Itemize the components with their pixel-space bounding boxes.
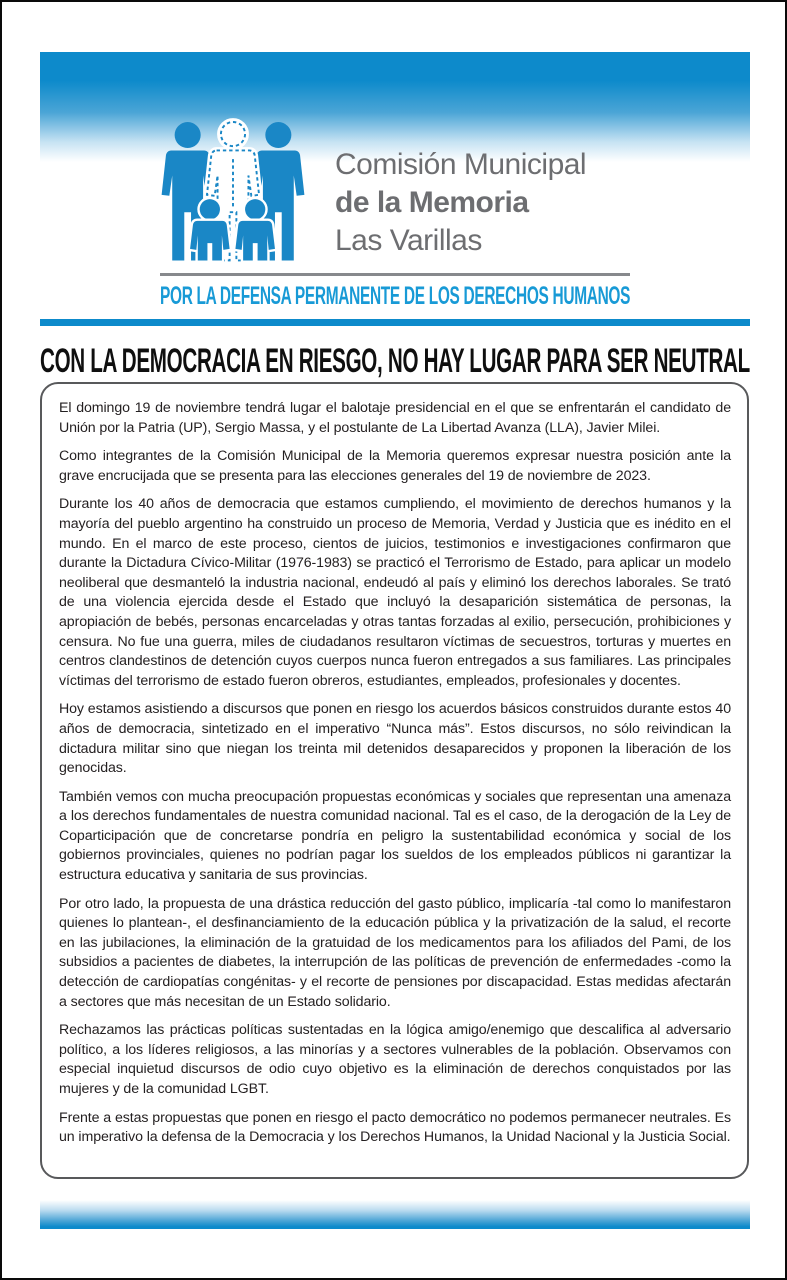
statement-paragraph: El domingo 19 de noviembre tendrá lugar el balotaje presidencial en el que se enfrentarán el candidato de Unión por la Patria (UP), Sergio Massa, y el postulante de La Libertad Avanza (LLA), Javier Milei. (59, 400, 731, 436)
statement-paragraph: Por otro lado, la propuesta de una drástica reducción del gasto público, implicaría -tal como lo manifestaron quienes lo plantean-, el desfinanciamiento de la educación pública y la privatización de la salud, el recorte en las jubilaciones, la eliminación de la gratuidad de los medicamentos para los afiliados del Pami, de los subsidios a pacientes de diabetes, la interrupción de las políticas de prevención de enfermedades -como la detección de cardiopatías congénitas- y el recorte de pensiones por discapacidad. Estas medidas afectarán a sectores que más necesitan de un Estado solidario. (59, 895, 731, 1010)
statement-paragraph: Hoy estamos asistiendo a discursos que ponen en riesgo los acuerdos básicos construidos durante estos 40 años de democracia, sintetizado en el imperativo “Nunca más”. Estos discursos, no sólo reivindican la dictadura militar sino que niegan los treinta mil detenidos desaparecidos y proponen la liberación de los genocidas. (59, 701, 731, 777)
statement-box (40, 382, 749, 1179)
header-blue-divider (40, 319, 750, 326)
footer-gradient-band (40, 1200, 750, 1229)
header-rule (160, 273, 630, 276)
statement-paragraph: Durante los 40 años de democracia que estamos cumpliendo, el movimiento de derechos humanos y la mayoría del pueblo argentino ha construido un proceso de Memoria, Verdad y Justicia que es inédito en el mundo. En el marco de este proceso, cientos de juicios, testimonios e investigaciones confirmaron que durante la Dictadura Cívico-Militar (1976-1983) se practicó el Terrorismo de Estado, para aplicar un modelo neoliberal que desmanteló la industria nacional, endeudó al país y eliminó los derechos laborales. Se trató de una violencia ejercida desde el Estado que incluyó la desaparición sistemática de personas, la apropiación de bebés, personas encarceladas y otras tantas forzadas al exilio, persecución, prohibiciones y censura. No fue una guerra, miles de ciudadanos resultaron víctimas de secuestros, torturas y muertes en centros clandestinos de detención cuyos cuerpos nunca fueron entregados a sus familiares. Las principales víctimas del terrorismo de estado fueron obreros, estudiantes, empleados, profesionales y docentes. (59, 496, 731, 689)
org-name-line2: de la Memoria (335, 186, 529, 219)
people-group-icon (151, 114, 315, 267)
statement-paragraph: Frente a estas propuestas que ponen en riesgo el pacto democrático no podemos permanecer neutrales. Es un imperativo la defensa de la Democracia y los Derechos Humanos, la Unidad Nacional y la Justicia Social. (59, 1109, 731, 1146)
header-tagline: POR LA DEFENSA PERMANENTE DE LOS DERECHOS HUMANOS (160, 282, 631, 310)
org-name (335, 146, 586, 260)
tagline-row (160, 282, 630, 308)
statement-paragraph: También vemos con mucha preocupación propuestas económicas y sociales que representan una amenaza a los derechos fundamentales de nuestra comunidad nacional. Tal es el caso, de la derogación de la Ley de Coparticipación que de concretarse pondría en peligro la sustentabilidad económica y social de los gobiernos provinciales, quienes no podrían pagar los sueldos de los empleados públicos ni garantizar la estructura educativa y sanitaria de sus provincias. (59, 788, 731, 884)
org-name-line1: Comisión Municipal (335, 148, 587, 181)
org-name-line3: Las Varillas (335, 224, 482, 257)
document-headline: CON LA DEMOCRACIA EN RIESGO, NO HAY LUGAR PARA SER NEUTRAL (40, 342, 750, 380)
statement-paragraph: Como integrantes de la Comisión Municipal de la Memoria queremos expresar nuestra posición ante la grave encrucijada que se presenta para las elecciones generales del 19 de noviembre de 2023. (59, 448, 731, 484)
headline-row (40, 342, 750, 378)
statement-paragraph: Rechazamos las prácticas políticas sustentadas en la lógica amigo/enemigo que descalifica al adversario político, a los líderes religiosos, a las minorías y a sectores vulnerables de la población. Observamos con especial inquietud discursos de odio cuyo objetivo es la eliminación de derechos conquistados por las mujeres y de la comunidad LGBT. (59, 1022, 731, 1097)
